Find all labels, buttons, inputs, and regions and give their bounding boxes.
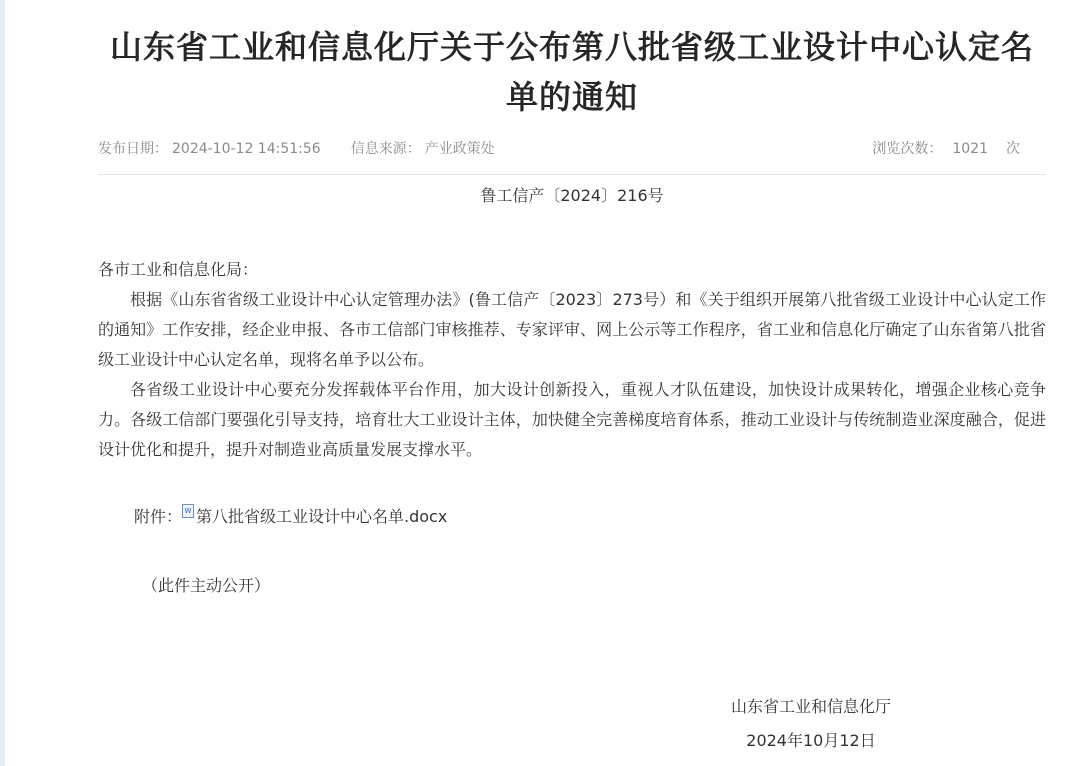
article-container: [98, 0, 1046, 601]
word-doc-icon: W: [182, 504, 194, 518]
views-unit: 次: [1006, 141, 1020, 157]
paragraph-1: 根据《山东省省级工业设计中心认定管理办法》(鲁工信产〔2023〕273号）和《关于组织开展第八批省级工业设计中心认定工作的通知》工作安排，经企业申报、各市工信部门审核推荐、专家评审、网上公示等工作程序，省工业和信息化厅确定了山东省第八批省级工业设计中心认定名单，现将名单予以公布。: [98, 290, 1046, 369]
document-number: 鲁工信产〔2024〕216号: [480, 186, 664, 205]
views-count: 1021: [952, 141, 988, 157]
meta-divider: [98, 174, 1046, 175]
article-meta: [98, 136, 1046, 162]
article-body: [98, 255, 1046, 465]
attachment-link[interactable]: 第八批省级工业设计中心名单.docx: [196, 507, 448, 526]
signature-org: 山东省工业和信息化厅: [730, 697, 891, 716]
attachment-label: 附件：: [134, 507, 183, 526]
views-label: 浏览次数：: [872, 141, 943, 157]
signature-block: [716, 690, 906, 758]
left-edge-bar: [0, 0, 5, 766]
article-title: 山东省工业和信息化厅关于公布第八批省级工业设计中心认定名单的通知: [109, 28, 1034, 116]
publish-date-label: 发布日期：: [98, 141, 168, 157]
paragraph-2: 各省级工业设计中心要充分发挥载体平台作用，加大设计创新投入，重视人才队伍建设，加快设计成果转化，增强企业核心竞争力。各级工信部门要强化引导支持，培育壮大工业设计主体，加快健全完善梯度培育体系，推动工业设计与传统制造业深度融合，促进设计优化和提升，提升对制造业高质量发展支撑水平。: [98, 380, 1046, 459]
meta-views: [872, 136, 1020, 162]
public-note: （此件主动公开）: [142, 576, 271, 595]
signature-date: 2024年10月12日: [746, 731, 876, 750]
attachment-row: [98, 502, 1046, 532]
salutation: 各市工业和信息化局：: [98, 260, 259, 279]
source-value: 产业政策处: [424, 141, 495, 157]
source-label: 信息来源：: [350, 141, 421, 157]
publish-date: 2024-10-12 14:51:56: [172, 141, 321, 157]
